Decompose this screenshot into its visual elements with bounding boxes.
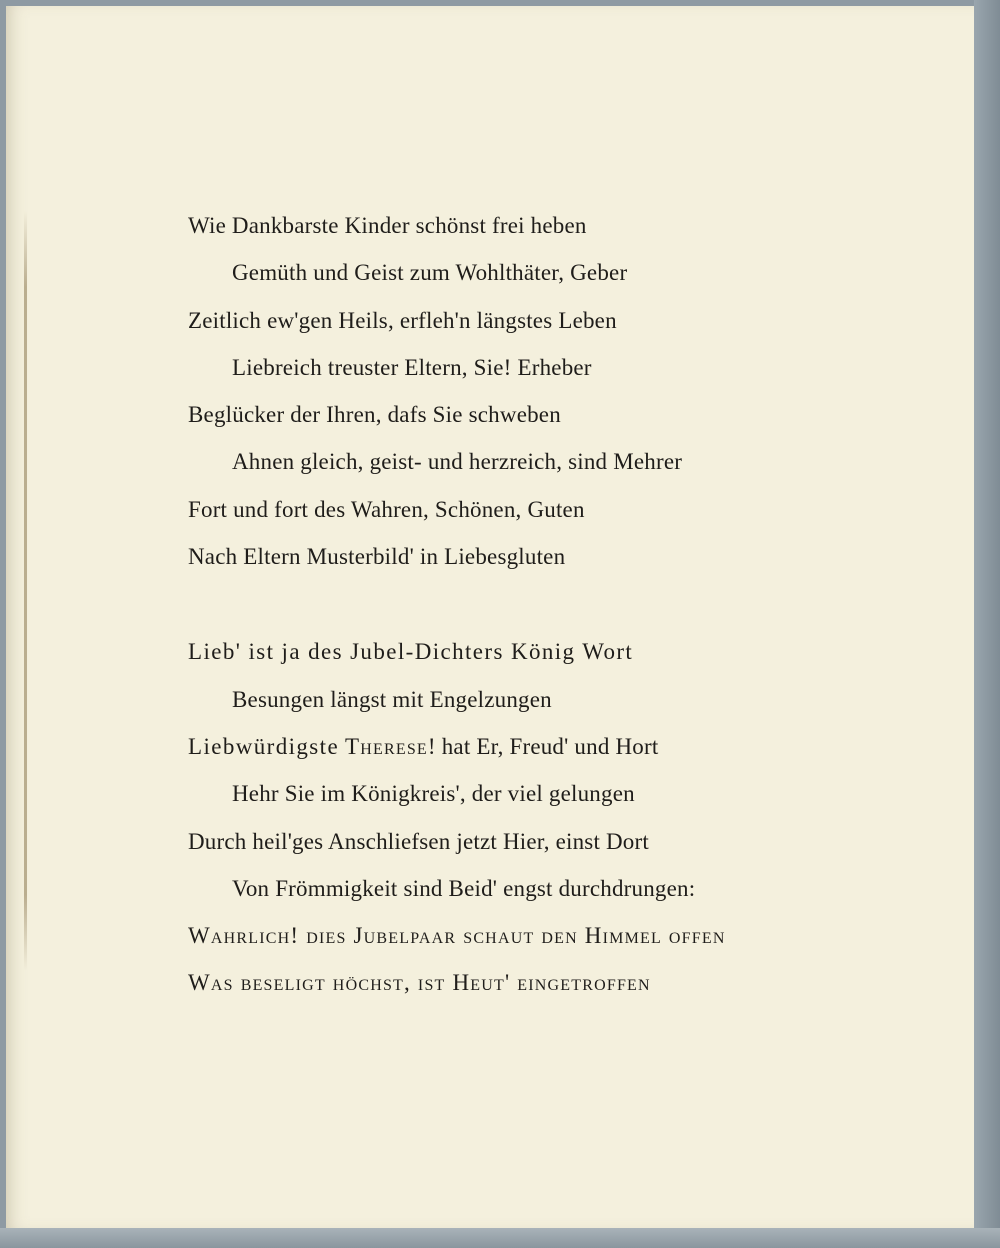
poem-line: Beglücker der Ihren, dafs Sie schweben — [188, 402, 561, 428]
dedicatee-name: Therese — [345, 733, 428, 759]
stanza-gap — [188, 584, 868, 632]
poem-line: Lieb' ist ja des Jubel-Dichters König Wort — [188, 639, 634, 665]
poem-line: Nach Eltern Musterbild' in Liebesgluten — [188, 544, 566, 570]
stanza-2 — [188, 632, 868, 1010]
poem-line-suffix: ! hat Er, Freud' und Hort — [427, 733, 659, 759]
poem-line: Ahnen gleich, geist- und herzreich, sind Mehrer — [232, 449, 683, 475]
poem-closing-line: Was beseligt höchst, ist Heut' eingetroffen — [188, 970, 651, 996]
page-edge-right — [974, 0, 1000, 1248]
poem-line-prefix: Liebwürdigste — [188, 733, 340, 759]
page-edge-bottom — [0, 1228, 1000, 1248]
poem-line: Besungen längst mit Engelzungen — [232, 686, 552, 712]
poem-line: Liebreich treuster Eltern, Sie! Erheber — [232, 354, 592, 380]
poem-line: Zeitlich ew'gen Heils, erfleh'n längstes Leben — [188, 307, 617, 333]
poem-line: Fort und fort des Wahren, Schönen, Guten — [188, 496, 585, 522]
stanza-1 — [188, 206, 868, 584]
poem-line: Wie Dankbarste Kinder schönst frei heben — [188, 213, 587, 238]
poem-text — [188, 206, 868, 1011]
poem-closing-line: Wahrlich! dies Jubelpaar schaut den Himmel offen — [188, 923, 726, 949]
binding-gutter — [24, 211, 27, 971]
poem-line: Gemüth und Geist zum Wohlthäter, Geber — [232, 260, 628, 286]
poem-line: Durch heil'ges Anschliefsen jetzt Hier, einst Dort — [188, 828, 649, 854]
poem-line — [188, 727, 868, 774]
poem-line: Von Frömmigkeit sind Beid' engst durchdrungen: — [232, 875, 696, 901]
poem-line: Hehr Sie im Königkreis', der viel gelungen — [232, 781, 635, 807]
